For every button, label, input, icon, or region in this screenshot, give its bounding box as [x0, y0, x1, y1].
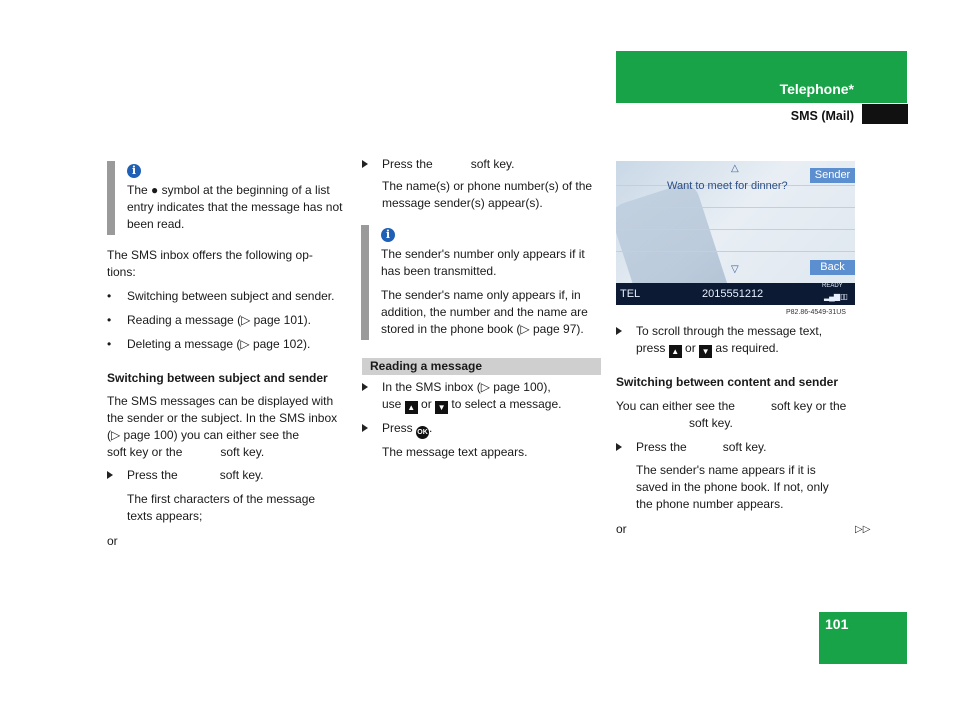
para-line-part: soft key or the: [107, 445, 183, 459]
result-line: texts appears;: [127, 509, 203, 523]
step-line-part: to select a message.: [451, 397, 562, 411]
step-text-part: soft key.: [722, 440, 767, 454]
step-text: Press OK.: [382, 420, 432, 439]
step-arrow-icon: [107, 471, 113, 479]
step-result: The message text appears.: [382, 445, 528, 459]
info-note: [107, 161, 352, 235]
step-scroll: [616, 323, 856, 363]
note-line: The sender's name only appears if, in: [381, 288, 581, 302]
step-line-part: or: [685, 341, 696, 355]
list-item-text: Switching between subject and sender.: [127, 289, 335, 303]
screen-line: [616, 207, 855, 208]
para-line-part: soft key.: [220, 445, 265, 459]
para-line-part: You can either see the: [616, 399, 735, 413]
intro-text: [107, 247, 347, 281]
step-text-part: Press: [382, 421, 413, 435]
scroll-down-icon: ▽: [731, 264, 739, 275]
back-softkey-button[interactable]: Back: [810, 260, 855, 275]
step-text-part: Press the: [127, 468, 178, 482]
ok-key-icon: OK: [416, 426, 429, 439]
note-line: has been transmitted.: [381, 264, 497, 278]
intro-line2: tions:: [107, 265, 136, 279]
signal-strength-icon: ▂▄▆ ▯▯: [824, 292, 847, 301]
scroll-up-icon: △: [731, 163, 739, 174]
display-screenshot: [616, 161, 855, 305]
step-text: [636, 439, 767, 456]
step-arrow-icon: [362, 383, 368, 391]
para-line: (▷ page 100) you can either see the: [107, 428, 300, 442]
para-line: soft key.: [689, 416, 733, 430]
section-tab: [862, 104, 908, 124]
status-number: 2015551212: [702, 288, 764, 300]
or-text: or: [616, 522, 627, 536]
step-press-softkey: [107, 467, 347, 487]
arrow-down-key-icon: ▼: [435, 401, 448, 414]
bullet-dot: •: [107, 313, 112, 327]
note-line: stored in the phone book (▷ page 97).: [381, 322, 584, 336]
screen-message: Want to meet for dinner?: [667, 180, 788, 192]
step-text: [127, 467, 264, 484]
result-line: The sender's name appears if it is: [636, 463, 816, 477]
list-item: [107, 312, 352, 336]
bullet-dot: •: [107, 337, 112, 351]
heading-switch-content: Switching between content and sender: [616, 375, 839, 389]
step-result: [127, 491, 347, 525]
step-line: [382, 396, 561, 414]
heading-switch-subject: Switching between subject and sender: [107, 371, 328, 385]
sender-softkey-button[interactable]: Sender: [810, 168, 855, 183]
page-number: 101: [825, 616, 849, 632]
step-select-message: [362, 379, 602, 419]
note-line: The sender's number only appears if it: [381, 247, 585, 261]
info-note: [361, 225, 611, 340]
step-line: In the SMS inbox (▷ page 100),: [382, 380, 551, 394]
step-text: [636, 323, 822, 358]
list-item: [107, 336, 352, 360]
note-line: addition, the number and the name are: [381, 305, 588, 319]
step-press-ok: [362, 420, 602, 440]
result-line: saved in the phone book. If not, only: [636, 480, 829, 494]
screen-line: [616, 229, 855, 230]
status-bar: [616, 283, 855, 305]
status-ready: READY: [822, 283, 843, 289]
result-line: The name(s) or phone number(s) of the: [382, 179, 593, 193]
para-line: [107, 444, 352, 461]
step-text: [382, 156, 515, 173]
info-icon: i: [127, 164, 141, 178]
step-line-part: press: [636, 341, 666, 355]
section-heading-reading: Reading a message: [362, 358, 601, 375]
screen-line: [616, 251, 855, 252]
image-caption: P82.86-4549-31US: [786, 309, 846, 316]
continue-icon: ▷▷: [855, 524, 871, 535]
arrow-up-key-icon: ▲: [405, 401, 418, 414]
info-icon: i: [381, 228, 395, 242]
status-tel: TEL: [620, 288, 641, 300]
bullet-dot: •: [107, 289, 112, 303]
step-result: [382, 178, 604, 212]
step-line-part: as required.: [715, 341, 779, 355]
step-arrow-icon: [616, 327, 622, 335]
note-text: The ● symbol at the beginning of a list entry indicates that the message has not been read.: [127, 183, 343, 231]
arrow-down-key-icon: ▼: [699, 345, 712, 358]
arrow-up-key-icon: ▲: [669, 345, 682, 358]
switch-paragraph: [616, 398, 861, 432]
step-press-softkey: [362, 156, 602, 176]
step-arrow-icon: [362, 424, 368, 432]
step-text-part: soft key.: [470, 157, 515, 171]
list-item: [107, 288, 352, 312]
step-text-part: Press the: [636, 440, 687, 454]
result-line: The first characters of the message: [127, 492, 316, 506]
step-line: To scroll through the message text,: [636, 324, 823, 338]
para-line: the sender or the subject. In the SMS inbox: [107, 411, 338, 425]
step-text-part: soft key.: [219, 468, 264, 482]
step-text-part: Press the: [382, 157, 433, 171]
step-line: [636, 340, 822, 358]
step-arrow-icon: [362, 160, 368, 168]
para-line: The SMS messages can be displayed with: [107, 394, 334, 408]
list-item-text: Reading a message (▷ page 101).: [127, 313, 312, 327]
step-line-part: or: [421, 397, 432, 411]
step-line-part: use: [382, 397, 402, 411]
chapter-title: Telephone*: [779, 81, 854, 97]
chapter-header-bar: [616, 51, 907, 103]
list-item-text: Deleting a message (▷ page 102).: [127, 337, 311, 351]
section-title: SMS (Mail): [790, 109, 854, 123]
note-text: [381, 246, 611, 338]
para-line: [616, 398, 861, 415]
switch-paragraph: [107, 393, 352, 461]
result-line: the phone number appears.: [636, 497, 784, 511]
step-press-softkey: [616, 439, 856, 459]
or-text: or: [107, 534, 118, 548]
intro-line1: The SMS inbox offers the following op-: [107, 248, 313, 262]
step-result: [636, 462, 858, 513]
step-arrow-icon: [616, 443, 622, 451]
para-line-part: soft key or the: [770, 399, 847, 413]
page-number-box: [819, 612, 907, 664]
result-line: message sender(s) appear(s).: [382, 196, 543, 210]
step-text: [382, 379, 561, 414]
option-list: [107, 288, 352, 360]
